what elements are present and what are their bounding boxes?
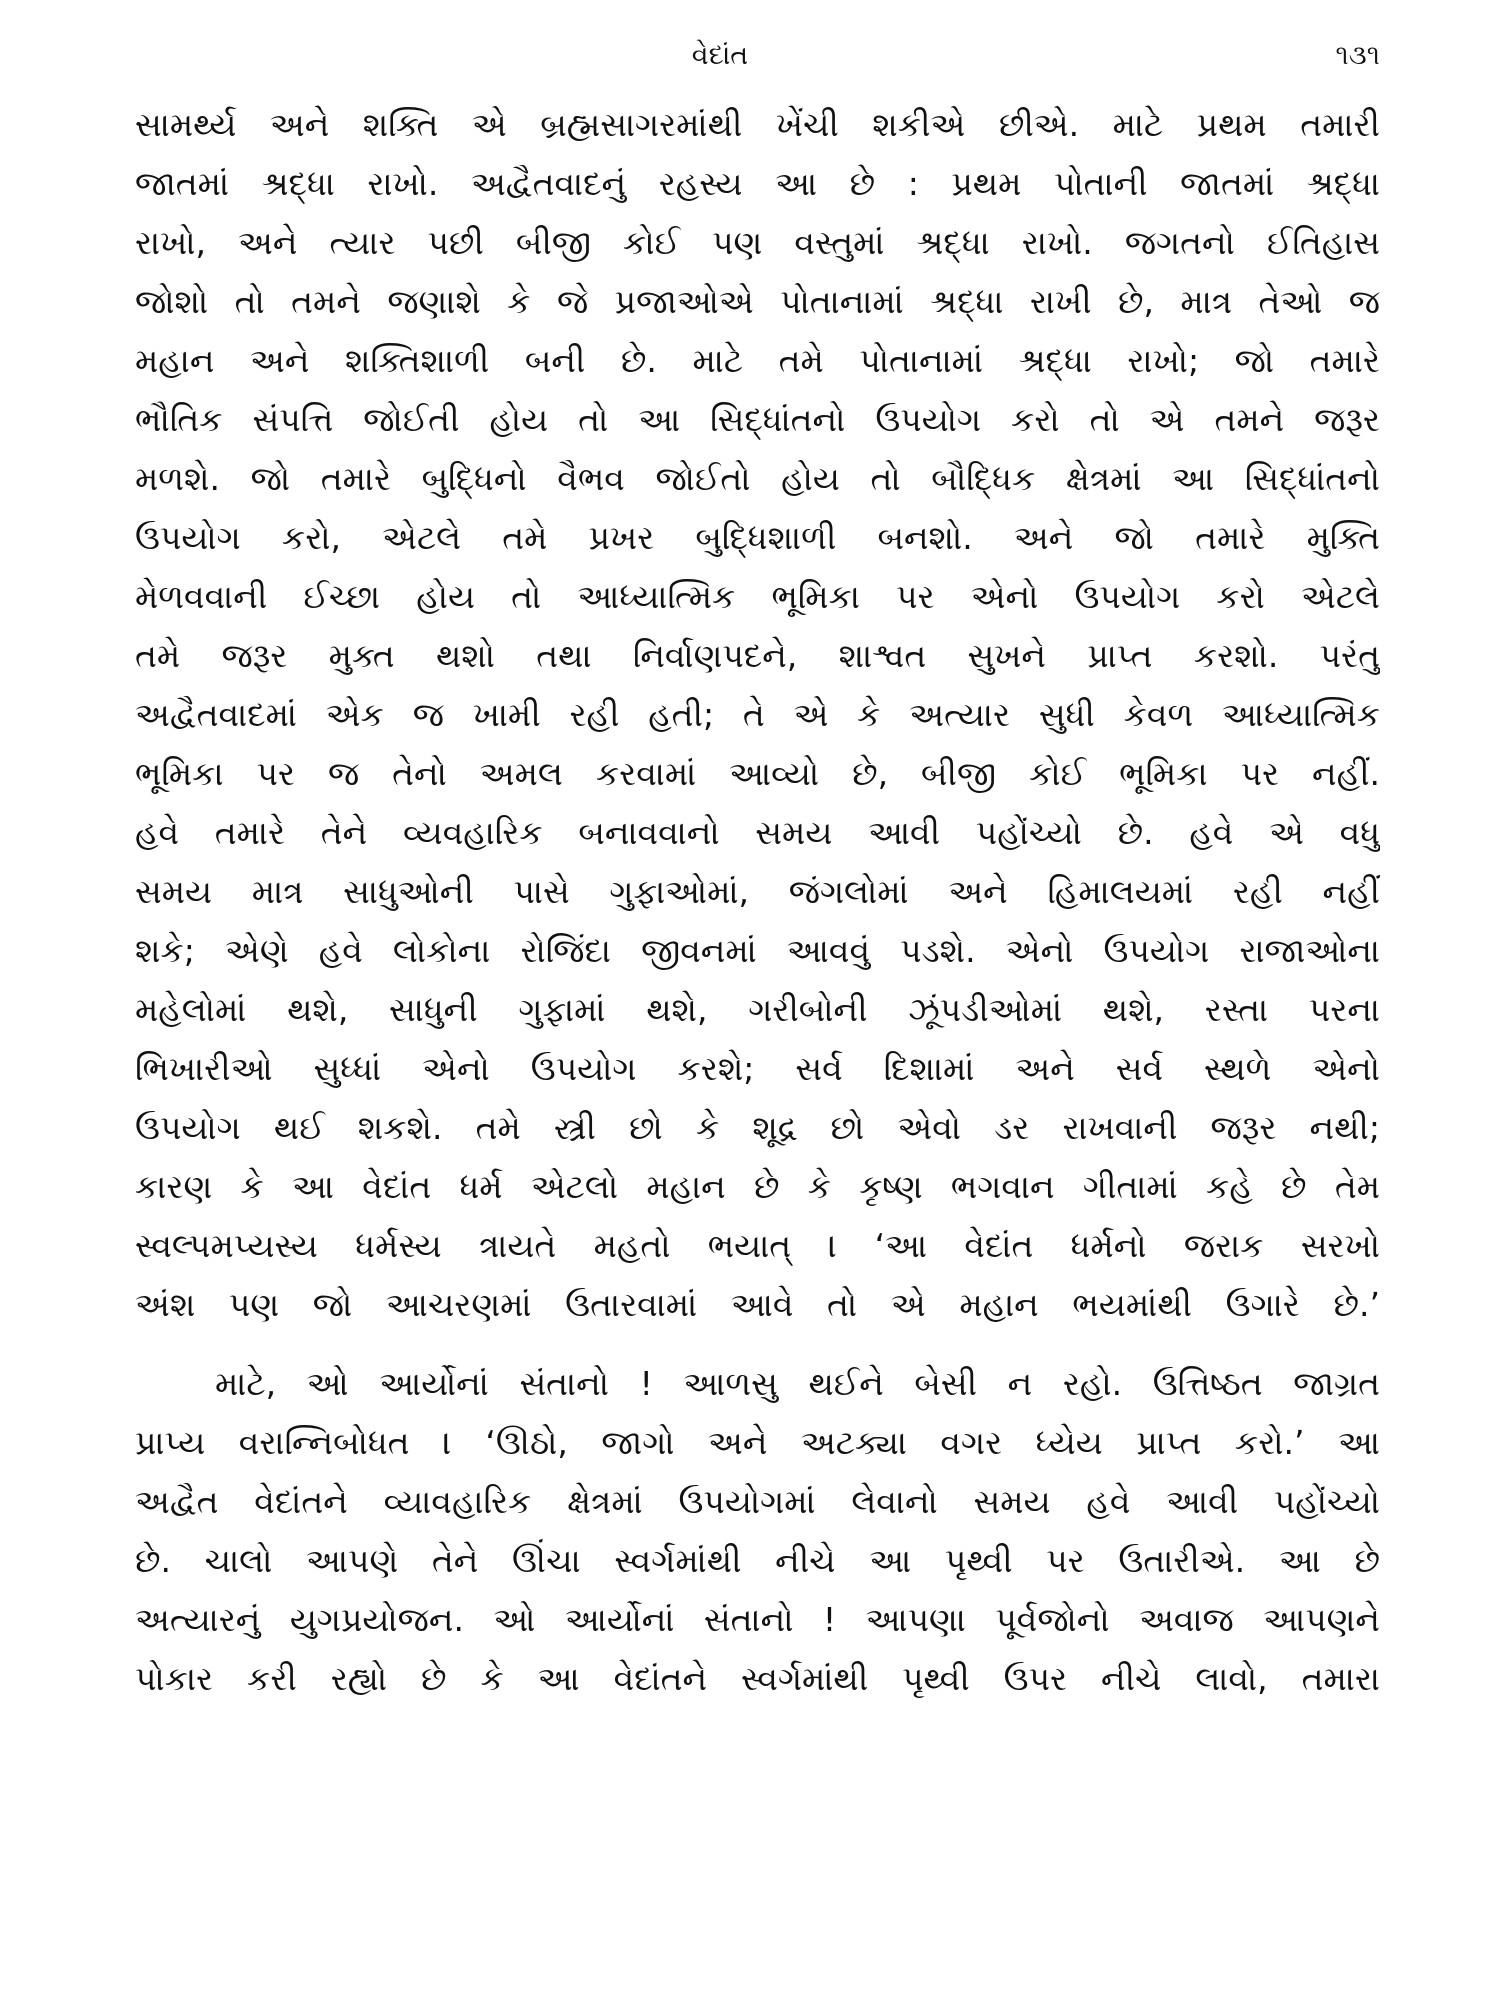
- text-line: પ્રાપ્ય વરાન્નિબોધત । ‘ઊઠો, જાગો અને અટક્યા વગર ધ્યેય પ્રાપ્ત કરો.’ આ: [135, 1423, 1380, 1462]
- text-line: ઉપયોગ થઈ શકશે. તમે સ્ત્રી છો કે શૂદ્ર છો એવો ડર રાખવાની જરૂર નથી;: [135, 1108, 1380, 1147]
- text-line: અત્યારનું યુગપ્રયોજન. ઓ આર્યોનાં સંતાનો ! આપણા પૂર્વજોનો અવાજ આપણને: [135, 1600, 1380, 1639]
- text-line: ભૂમિકા પર જ તેનો અમલ કરવામાં આવ્યો છે, બીજી કોઈ ભૂમિકા પર નહીં.: [135, 754, 1380, 793]
- text-line: જોશો તો તમને જણાશે કે જે પ્રજાઓએ પોતાનામાં શ્રદ્ધા રાખી છે, માત્ર તેઓ જ: [135, 282, 1380, 321]
- text-line: અદ્વૈતવાદમાં એક જ ખામી રહી હતી; તે એ કે અત્યાર સુધી કેવળ આધ્યાત્મિક: [135, 695, 1380, 734]
- text-line: મળશે. જો તમારે બુદ્ધિનો વૈભવ જોઈતો હોય તો બૌદ્ધિક ક્ષેત્રમાં આ સિદ્ધાંતનો: [135, 459, 1380, 498]
- text-line: કારણ કે આ વેદાંત ધર્મ એટલો મહાન છે કે કૃષ્ણ ભગવાન ગીતામાં કહે છે તેમ: [135, 1167, 1380, 1206]
- text-line: શકે; એણે હવે લોકોના રોજિંદા જીવનમાં આવવું પડશે. એનો ઉપયોગ રાજાઓના: [135, 931, 1380, 970]
- text-line: અદ્વૈત વેદાંતને વ્યાવહારિક ક્ષેત્રમાં ઉપયોગમાં લેવાનો સમય હવે આવી પહોંચ્યો: [135, 1482, 1380, 1521]
- text-line: મહેલોમાં થશે, સાધુની ગુફામાં થશે, ગરીબોની ઝૂંપડીઓમાં થશે, રસ્તા પરના: [135, 990, 1380, 1029]
- text-line: સમય માત્ર સાધુઓની પાસે ગુફાઓમાં, જંગલોમાં અને હિમાલયમાં રહી નહીં: [135, 872, 1380, 911]
- text-line: મહાન અને શક્તિશાળી બની છે. માટે તમે પોતાનામાં શ્રદ્ધા રાખો; જો તમારે: [135, 341, 1380, 380]
- text-line: હવે તમારે તેને વ્યવહારિક બનાવવાનો સમય આવી પહોંચ્યો છે. હવે એ વધુ: [135, 813, 1380, 852]
- paragraph-1: [135, 95, 1380, 1334]
- page-number: ૧૩૧: [1335, 40, 1380, 71]
- text-line: અંશ પણ જો આચરણમાં ઉતારવામાં આવે તો એ મહાન ભયમાંથી ઉગારે છે.’: [135, 1285, 1380, 1324]
- body-text: [135, 95, 1380, 1708]
- text-line: જાતમાં શ્રદ્ધા રાખો. અદ્વૈતવાદનું રહસ્ય આ છે : પ્રથમ પોતાની જાતમાં શ્રદ્ધા: [135, 164, 1380, 203]
- text-line: પોકાર કરી રહ્યો છે કે આ વેદાંતને સ્વર્ગમાંથી પૃથ્વી ઉપર નીચે લાવો, તમારા: [135, 1659, 1380, 1698]
- text-line: સામર્થ્ય અને શક્તિ એ બ્રહ્મસાગરમાંથી ખેંચી શકીએ છીએ. માટે પ્રથમ તમારી: [135, 105, 1380, 144]
- text-line: ઉપયોગ કરો, એટલે તમે પ્રખર બુદ્ધિશાળી બનશો. અને જો તમારે મુક્તિ: [135, 518, 1380, 557]
- chapter-title: વેદાંત: [691, 40, 749, 71]
- text-line: ભિખારીઓ સુધ્ધાં એનો ઉપયોગ કરશે; સર્વ દિશામાં અને સર્વ સ્થળે એનો: [135, 1049, 1380, 1088]
- text-line: સ્વલ્પમપ્યસ્ય ધર્મસ્ય ત્રાયતે મહતો ભયાત્ । ‘આ વેદાંત ધર્મનો જરાક સરખો: [135, 1226, 1380, 1265]
- text-line: તમે જરૂર મુક્ત થશો તથા નિર્વાણપદને, શાશ્વત સુખને પ્રાપ્ત કરશો. પરંતુ: [135, 636, 1380, 675]
- text-line: ભૌતિક સંપત્તિ જોઈતી હોય તો આ સિદ્ધાંતનો ઉપયોગ કરો તો એ તમને જરૂર: [135, 400, 1380, 439]
- running-head: [0, 36, 1500, 76]
- text-line: મેળવવાની ઈચ્છા હોય તો આધ્યાત્મિક ભૂમિકા પર એનો ઉપયોગ કરો એટલે: [135, 577, 1380, 616]
- text-line: માટે, ઓ આર્યોનાં સંતાનો ! આળસુ થઈને બેસી ન રહો. ઉત્તિષ્ઠત જાગ્રત: [215, 1364, 1380, 1403]
- text-line: છે. ચાલો આપણે તેને ઊંચા સ્વર્ગમાંથી નીચે આ પૃથ્વી પર ઉતારીએ. આ છે: [135, 1541, 1380, 1580]
- paragraph-2: [135, 1354, 1380, 1708]
- text-line: રાખો, અને ત્યાર પછી બીજી કોઈ પણ વસ્તુમાં શ્રદ્ધા રાખો. જગતનો ઈતિહાસ: [135, 223, 1380, 262]
